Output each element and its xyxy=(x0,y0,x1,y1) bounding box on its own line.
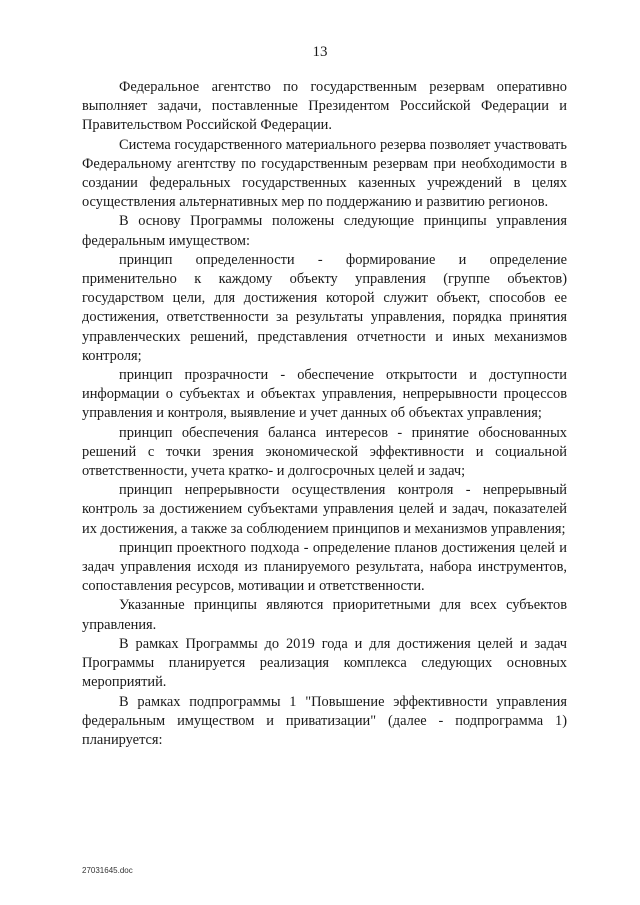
paragraph-priority: Указанные принципы являются приоритетными для всех субъектов управления. xyxy=(82,597,567,633)
page-number: 13 xyxy=(312,44,328,60)
paragraph-program-measures: В рамках Программы до 2019 года и для достижения целей и задач Программы планируется реализация комплекса следующих основных мероприятий. xyxy=(82,635,567,691)
paragraph-principle-balance: принцип обеспечения баланса интересов - принятие обоснованных решений с точки зрения экономической эффективности и социальной ответственности, учета кратко- и долгосрочных целей и задач; xyxy=(82,424,567,480)
file-name-footer: 27031645.doc xyxy=(82,866,133,875)
paragraph-subprogram-1: В рамках подпрограммы 1 "Повышение эффективности управления федеральным имуществом и приватизации" (далее - подпрограмма 1) планируется: xyxy=(82,693,567,748)
paragraph-principle-transparency: принцип прозрачности - обеспечение открытости и доступности информации о субъектах и объектах управления, непрерывности процессов управления и контроля, выявление и учет данных об объектах управления; xyxy=(82,367,567,422)
paragraph-principle-project: принцип проектного подхода - определение планов достижения целей и задач управления исходя из планируемого результата, набора инструментов, сопоставления ресурсов, мотивации и ответственности. xyxy=(82,539,567,595)
document-body xyxy=(82,78,567,750)
paragraph-reserve-agency: Федеральное агентство по государственным резервам оперативно выполняет задачи, поставленные Президентом Российской Федерации и Правительством Российской Федерации. xyxy=(82,79,567,134)
paragraph-principle-certainty: принцип определенности - формирование и определение применительно к каждому объекту управления (группе объектов) государством цели, для достижения которой служит объект, способов ее достижения, ответственности за результаты управления, порядка принятия управленческих решений, представления отчетности и иных механизмов контроля; xyxy=(82,251,567,364)
paragraph-reserve-system: Система государственного материального резерва позволяет участвовать Федеральному агентству по государственным резервам при необходимости в создании федеральных государственных казенных учреждений в целях осуществления альтернативных мер по поддержанию и развитию регионов. xyxy=(82,136,567,211)
paragraph-principles-intro: В основу Программы положены следующие принципы управления федеральным имуществом: xyxy=(82,213,567,249)
paragraph-principle-continuity: принцип непрерывности осуществления контроля - непрерывный контроль за достижением субъектами управления целей и задач, показателей их достижения, а также за соблюдением принципов и механизмов управления; xyxy=(82,482,567,537)
